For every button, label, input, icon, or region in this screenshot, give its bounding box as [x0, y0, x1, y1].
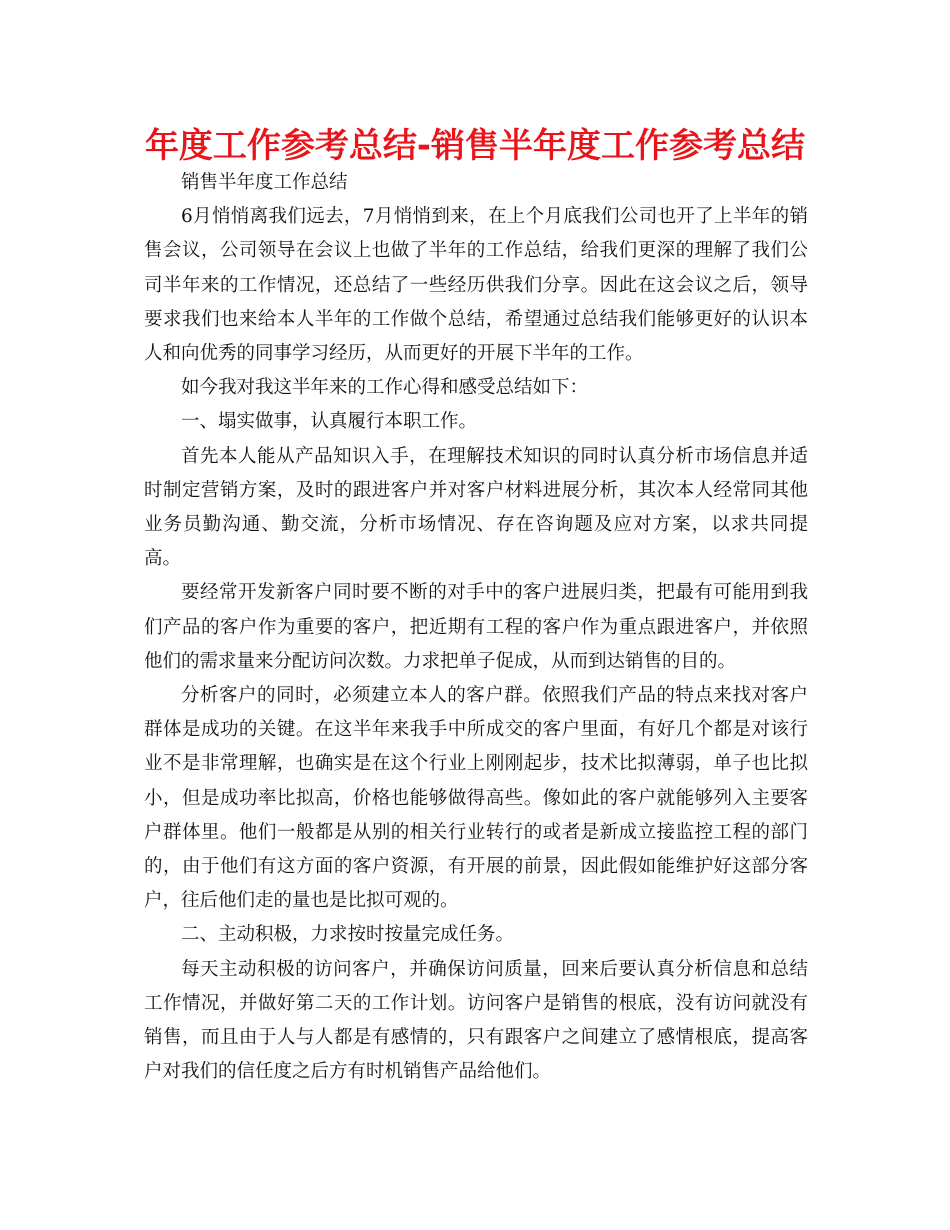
document-body	[144, 166, 808, 1089]
paragraph-subtitle: 销售半年度工作总结	[181, 172, 348, 193]
section-heading: 二、主动积极，力求按时按量完成任务。	[181, 924, 515, 946]
paragraph: 首先本人能从产品知识入手，在理解技术知识的同时认真分析市场信息并适时制定营销方案，及时的跟进客户并对客户材料进展分析，其次本人经常同其他业务员勤沟通、勤交流，分析市场情况、存在咨询题及应对方案，以求共同提高。	[144, 445, 808, 570]
paragraph: 要经常开发新客户同时要不断的对手中的客户进展归类，把最有可能用到我们产品的客户作为重要的客户，把近期有工程的客户作为重点跟进客户，并依照他们的需求量来分配访问次数。力求把单子促成，从而到达销售的目的。	[144, 582, 808, 672]
paragraph: 每天主动积极的访问客户，并确保访问质量，回来后要认真分析信息和总结工作情况，并做好第二天的工作计划。访问客户是销售的根底，没有访问就没有销售，而且由于人与人都是有感情的，只有跟客户之间建立了感情根底，提高客户对我们的信任度之后方有时机销售产品给他们。	[144, 958, 808, 1083]
paragraph: 如今我对我这半年来的工作心得和感受总结如下：	[181, 377, 589, 399]
section-heading: 一、塌实做事，认真履行本职工作。	[181, 411, 478, 433]
paragraph: 6月悄悄离我们远去，7月悄悄到来，在上个月底我们公司也开了上半年的销售会议，公司领导在会议上也做了半年的工作总结，给我们更深的理解了我们公司半年来的工作情况，还总结了一些经历供我们分享。因此在这会议之后，领导要求我们也来给本人半年的工作做个总结，希望通过总结我们能够更好的认识本人和向优秀的同事学习经历，从而更好的开展下半年的工作。	[144, 206, 808, 365]
document-title: 年度工作参考总结-销售半年度工作参考总结	[144, 126, 806, 166]
paragraph: 分析客户的同时，必须建立本人的客户群。依照我们产品的特点来找对客户群体是成功的关键。在这半年来我手中所成交的客户里面，有好几个都是对该行业不是非常理解，也确实是在这个行业上刚刚起步，技术比拟薄弱，单子也比拟小，但是成功率比拟高，价格也能够做得高些。像如此的客户就能够列入主要客户群体里。他们一般都是从别的相关行业转行的或者是新成立接监控工程的部门的，由于他们有这方面的客户资源，有开展的前景，因此假如能维护好这部分客户，往后他们走的量也是比拟可观的。	[144, 685, 808, 912]
